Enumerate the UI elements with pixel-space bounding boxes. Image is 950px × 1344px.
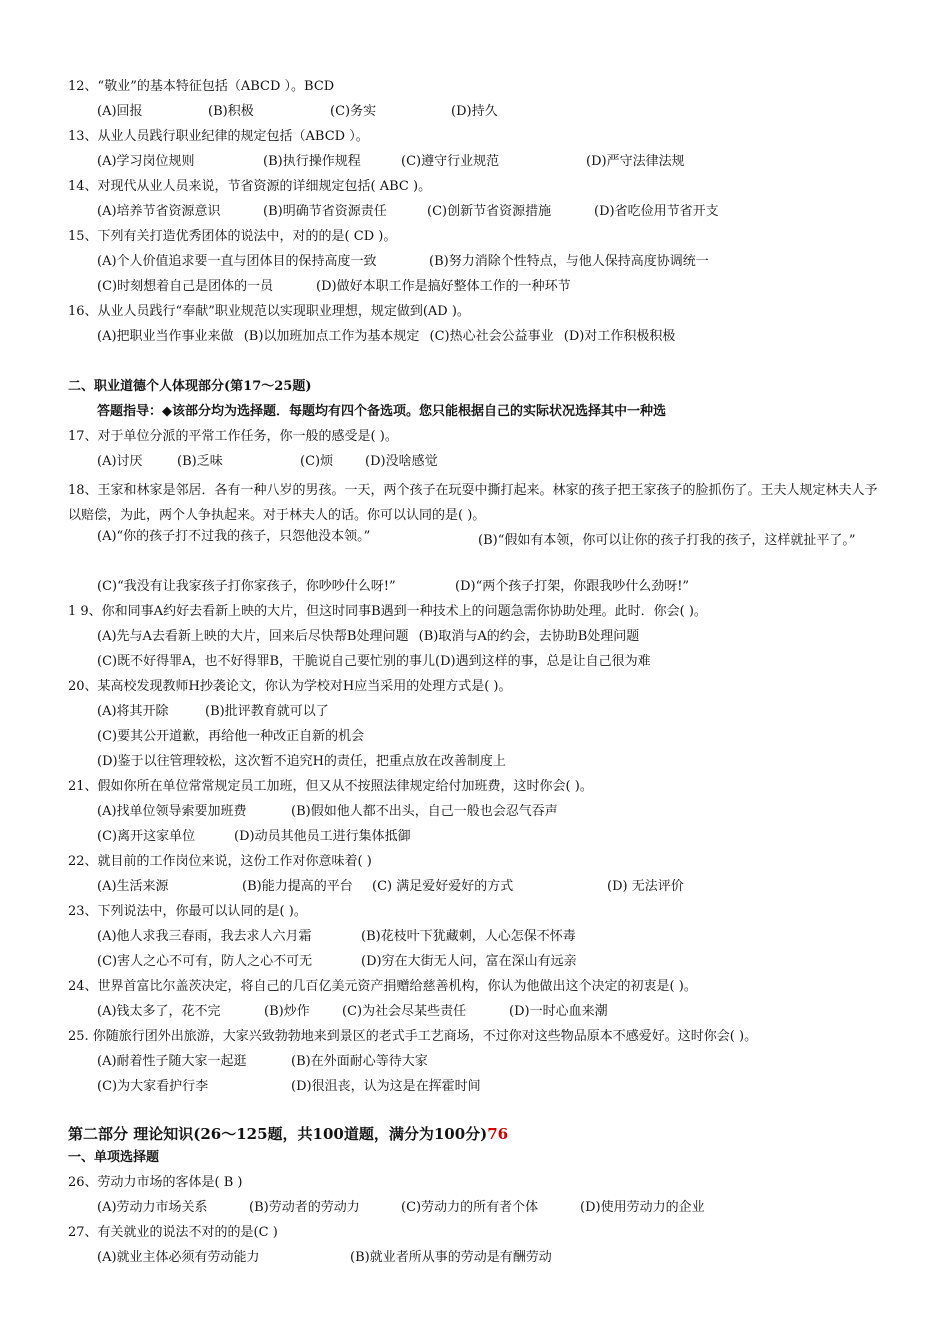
question-21: 21、假如你所在单位常常规定员工加班，但又从不按照法律规定给付加班费，这时你会( )。 [68,779,593,794]
option-d: (D)遇到这样的事，总是让自己很为难 [435,654,651,669]
option-a: (A)个人价值追求要一直与团体目的保持高度一致 [97,254,377,269]
option-d: (D)做好本职工作是搞好整体工作的一种环节 [316,279,571,294]
option-a: (A)劳动力市场关系 [97,1200,208,1215]
option-d: (D)没啥感觉 [365,454,438,469]
option-b: (B)能力提高的平台 [242,879,353,894]
option-c: (C)热心社会公益事业 [429,329,554,344]
answer-guide: 答题指导：◆该部分均为选择题．每题均有四个备选项。您只能根据自己的实际状况选择其中一种选 [97,404,666,419]
option-d: (D) 无法评价 [607,879,684,894]
question-25: 25. 你随旅行团外出旅游，大家兴致勃勃地来到景区的老式手工艺商场，不过你对这些物品原本不感爱好。这时你会( )。 [68,1029,758,1044]
question-14: 14、对现代从业人员来说，节省资源的详细规定包括( ABC )。 [68,179,432,194]
part-two-title-text: 第二部分 理论知识(26～125题，共100道题，满分为100分) [68,1125,488,1143]
options-16 [97,328,675,346]
option-d: (D)动员其他员工进行集体抵御 [234,829,411,844]
option-b: (B)就业者所从事的劳动是有酬劳动 [350,1250,552,1265]
question-26: 26、劳动力市场的客体是( B ) [68,1175,243,1190]
option-b: (B)炒作 [264,1004,310,1019]
option-a: (A)先与A去看新上映的大片，回来后尽快帮B处理问题 [97,629,409,644]
option-c: (C)时刻想着自己是团体的一员 [97,279,274,294]
option-b: (B)努力消除个性特点，与他人保持高度协调统一 [429,254,709,269]
option-a: (A)讨厌 [97,454,143,469]
question-27: 27、有关就业的说法不对的的是(C ) [68,1225,278,1240]
question-12: 12、“敬业”的基本特征包括（ABCD ）。BCD [68,79,335,94]
option-b: (B)假如他人都不出头，自己一般也会忍气吞声 [291,804,558,819]
option-b: (B)在外面耐心等待大家 [291,1054,428,1069]
option-c: (C)“我没有让我家孩子打你家孩子，你吵吵什么呀!” [97,579,396,594]
option-a: (A)“你的孩子打不过我的孩子，只怨他没本领。” [97,529,371,544]
question-17: 17、对于单位分派的平常工作任务，你一般的感受是( )。 [68,429,398,444]
option-c: (C)离开这家单位 [97,829,196,844]
option-d: (D)持久 [451,104,498,119]
option-d: (D)对工作积极积极 [563,329,676,344]
question-20: 20、某高校发现教师H抄袭论文，你认为学校对H应当采用的处理方式是( )。 [68,679,512,694]
option-d: (D)省吃俭用节省开支 [594,204,719,219]
question-22: 22、就目前的工作岗位来说，这份工作对你意味着( ) [68,854,372,869]
option-c: (C)遵守行业规范 [401,154,500,169]
question-15: 15、下列有关打造优秀团体的说法中，对的的是( CD )。 [68,229,397,244]
option-d: (D)穷在大街无人问，富在深山有远亲 [361,954,577,969]
option-b: (B)取消与A的约会，去协助B处理问题 [418,629,640,644]
option-c: (C)劳动力的所有者个体 [401,1200,539,1215]
option-a: (A)他人求我三春雨，我去求人六月霜 [97,929,312,944]
question-16: 16、从业人员践行“奉献”职业规范以实现职业理想，规定做到(AD )。 [68,304,470,319]
question-19: 1 9、你和同事A约好去看新上映的大片，但这时同事B遇到一种技术上的问题急需你协助处理。此时．你会( )。 [68,604,707,619]
section-heading: 二、职业道德个人体现部分(第17～25题) [68,379,312,394]
option-c: (C) 满足爱好爱好的方式 [372,879,514,894]
question-18: 18、王家和林家是邻居．各有一种八岁的男孩。一天，两个孩子在玩耍中撕打起来。林家的孩子把王家孩子的脸抓伤了。王夫人规定林夫人予以赔偿，为此，两个人争执起来。对于林夫人的话。你可以认同的是( )。 [68,483,878,523]
option-a: (A)培养节省资源意识 [97,204,221,219]
option-c: (C)要其公开道歉，再给他一种改正自新的机会 [97,729,365,744]
option-a: (A)回报 [97,104,143,119]
question-23: 23、下列说法中，你最可以认同的是( )。 [68,904,307,919]
option-a: (A)找单位领导索要加班费 [97,804,247,819]
option-a: (A)学习岗位规则 [97,154,195,169]
option-c: (C)既不好得罪A，也不好得罪B，干脆说自己要忙别的事儿 [97,654,436,669]
option-d: (D)使用劳动力的企业 [580,1200,705,1215]
question-13: 13、从业人员践行职业纪律的规定包括（ABCD ）。 [68,129,369,144]
option-c: (C)烦 [300,454,334,469]
question-24: 24、世界首富比尔盖茨决定，将自己的几百亿美元资产捐赠给慈善机构，你认为他做出这个决定的初衷是( )。 [68,979,697,994]
option-c: (C)务实 [330,104,377,119]
option-b: (B)明确节省资源责任 [263,204,387,219]
option-a: (A)就业主体必须有劳动能力 [97,1250,260,1265]
option-a: (A)耐着性子随大家一起逛 [97,1054,247,1069]
option-c: (C)为社会尽某些责任 [342,1004,467,1019]
part-two-title [68,1124,508,1144]
option-d: (D)很沮丧，认为这是在挥霍时间 [291,1079,481,1094]
option-b: (B)乏味 [177,454,223,469]
options-19-row1 [97,628,639,646]
option-b: (B)花枝叶下犹藏刺，人心怎保不怀毒 [361,929,576,944]
option-d: (D)“两个孩子打架，你跟我吵什么劲呀!” [455,579,690,594]
option-b: (B)积极 [208,104,254,119]
option-c: (C)创新节省资源措施 [427,204,552,219]
option-a: (A)钱太多了，花不完 [97,1004,221,1019]
options-19-row2 [97,653,651,671]
option-c: (C)害人之心不可有，防人之心不可无 [97,954,313,969]
option-b: (B)批评教育就可以了 [205,704,329,719]
score-annotation: 76 [487,1125,509,1143]
option-b: (B)“假如有本领，你可以让你的孩子打我的孩子，这样就扯平了。” [478,533,856,548]
option-d: (D)一时心血来潮 [509,1004,608,1019]
option-d: (D)严守法律法规 [586,154,685,169]
option-a: (A)把职业当作事业来做 [97,329,234,344]
option-b: (B)执行操作规程 [263,154,361,169]
option-c: (C)为大家看护行李 [97,1079,209,1094]
option-a: (A)将其开除 [97,704,169,719]
single-choice-heading: 一、单项选择题 [68,1150,160,1165]
option-d: (D)鉴于以往管理较松，这次暂不追究H的责任，把重点放在改善制度上 [97,754,506,769]
option-a: (A)生活来源 [97,879,169,894]
option-b: (B)以加班加点工作为基本规定 [243,329,420,344]
option-b: (B)劳动者的劳动力 [249,1200,360,1215]
